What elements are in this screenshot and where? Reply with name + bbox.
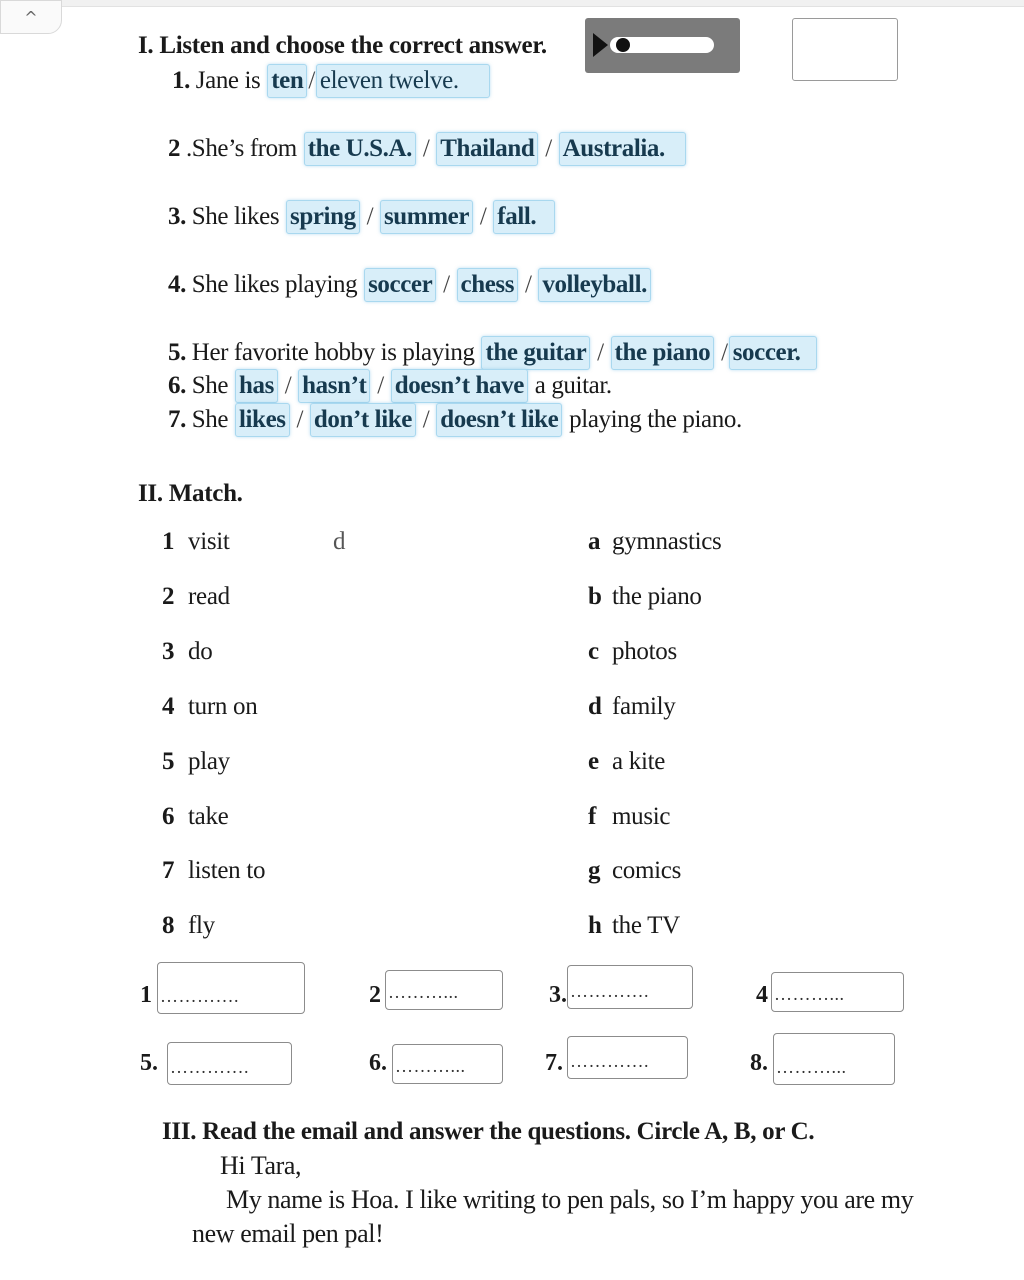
match-right-a — [588, 528, 722, 556]
q7-option-c[interactable]: doesn’t like — [436, 403, 562, 437]
q6-prompt: She — [185, 372, 234, 399]
match-number: 7 — [162, 857, 175, 884]
match-letter: d — [588, 693, 602, 720]
match-left-4 — [162, 693, 257, 721]
answer-box-1[interactable]: …………. — [157, 962, 305, 1014]
q1-number: 1. — [172, 67, 190, 94]
separator: / — [715, 339, 728, 366]
q3-number: 3. — [168, 203, 186, 230]
answer-label-3: 3. — [549, 982, 567, 1008]
answer-input-box[interactable] — [792, 18, 898, 81]
answer-box-5[interactable]: …………. — [167, 1042, 292, 1085]
answer-label-8: 8. — [750, 1050, 768, 1076]
match-phrase: music — [612, 803, 671, 830]
separator: / — [417, 135, 436, 162]
q5-option-b[interactable]: the piano — [611, 336, 715, 370]
match-right-f — [588, 803, 670, 831]
match-right-b — [588, 583, 702, 611]
q6-option-c[interactable]: doesn’t have — [391, 369, 528, 403]
match-left-5 — [162, 748, 230, 776]
separator: / — [519, 271, 538, 298]
q7-prompt: She — [185, 406, 234, 433]
q4-prompt: She likes playing — [185, 271, 364, 298]
q5-prompt: Her favorite hobby is playing — [185, 339, 481, 366]
play-icon[interactable] — [593, 33, 608, 57]
answer-label-2: 2 — [369, 982, 381, 1008]
match-right-c — [588, 638, 677, 666]
match-left-3 — [162, 638, 212, 666]
match-left-8 — [162, 912, 215, 940]
q7-option-b[interactable]: don’t like — [310, 403, 416, 437]
match-letter: g — [588, 857, 601, 884]
q1-option-b[interactable]: eleven twelve. — [316, 64, 490, 98]
top-border — [0, 0, 1024, 7]
match-verb: fly — [188, 912, 215, 939]
match-number: 6 — [162, 803, 175, 830]
match-number: 4 — [162, 693, 175, 720]
answer-label-4: 4 — [756, 982, 768, 1008]
match-verb: listen to — [188, 857, 266, 884]
separator: / — [437, 271, 456, 298]
match-letter: e — [588, 748, 599, 775]
q2-option-b[interactable]: Thailand — [436, 132, 538, 166]
separator: / — [290, 406, 309, 433]
question-3 — [168, 200, 556, 234]
match-phrase: gymnastics — [612, 528, 722, 555]
q5-number: 5. — [168, 339, 186, 366]
handwritten-answer: d — [333, 528, 346, 555]
match-right-d — [588, 693, 675, 721]
match-left-1 — [162, 528, 230, 556]
match-left-2 — [162, 583, 230, 611]
q5-option-a[interactable]: the guitar — [481, 336, 590, 370]
match-left-6 — [162, 803, 228, 831]
answer-label-5: 5. — [140, 1050, 158, 1076]
match-verb: play — [188, 748, 230, 775]
match-letter: h — [588, 912, 602, 939]
q6-number: 6. — [168, 372, 186, 399]
q7-option-a[interactable]: likes — [235, 403, 290, 437]
q6-suffix: a guitar. — [528, 372, 612, 399]
q7-number: 7. — [168, 406, 186, 433]
match-number: 3 — [162, 638, 175, 665]
part2-title: II. Match. — [138, 480, 243, 507]
match-verb: read — [188, 583, 230, 610]
answer-label-6: 6. — [369, 1050, 387, 1076]
q3-option-b[interactable]: summer — [380, 200, 473, 234]
match-phrase: the TV — [612, 912, 680, 939]
q2-option-c[interactable]: Australia. — [559, 132, 686, 166]
match-left-7 — [162, 857, 265, 885]
q5-option-c[interactable]: soccer. — [729, 336, 818, 370]
q4-option-b[interactable]: chess — [457, 268, 519, 302]
question-1 — [172, 64, 491, 98]
answer-box-4[interactable]: ………... — [771, 972, 904, 1012]
separator: / — [591, 339, 610, 366]
question-4 — [168, 268, 652, 302]
audio-progress-thumb[interactable] — [616, 38, 630, 52]
q7-suffix: playing the piano. — [563, 406, 742, 433]
question-2 — [168, 132, 687, 166]
match-phrase: the piano — [612, 583, 702, 610]
q2-number: 2 — [168, 135, 181, 162]
collapse-chevron-icon[interactable]: ^ — [0, 0, 62, 34]
answer-label-7: 7. — [545, 1050, 563, 1076]
answer-box-3[interactable]: …………. — [567, 965, 693, 1009]
q6-option-a[interactable]: has — [235, 369, 278, 403]
separator: / — [308, 67, 315, 94]
match-right-e — [588, 748, 665, 776]
question-6 — [168, 369, 612, 403]
q2-option-a[interactable]: the U.S.A. — [304, 132, 416, 166]
answer-box-8[interactable]: ………... — [773, 1033, 895, 1085]
email-greeting: Hi Tara, — [220, 1151, 302, 1180]
q1-option-a[interactable]: ten — [267, 64, 307, 98]
separator: / — [371, 372, 390, 399]
q1-prompt: Jane is — [189, 67, 267, 94]
match-right-h — [588, 912, 680, 940]
separator: / — [539, 135, 558, 162]
match-number: 2 — [162, 583, 175, 610]
match-number: 1 — [162, 528, 175, 555]
answer-box-7[interactable]: …………. — [567, 1036, 688, 1079]
q2-prompt: .She’s from — [180, 135, 303, 162]
match-right-g — [588, 857, 681, 885]
match-phrase: comics — [612, 857, 682, 884]
q3-option-c[interactable]: fall. — [493, 200, 555, 234]
match-phrase: photos — [612, 638, 677, 665]
q4-option-a[interactable]: soccer — [364, 268, 436, 302]
separator: / — [416, 406, 436, 433]
answer-box-6[interactable]: ………... — [392, 1044, 503, 1084]
q3-prompt: She likes — [185, 203, 286, 230]
question-5 — [168, 336, 818, 370]
question-7 — [168, 403, 742, 437]
match-number: 8 — [162, 912, 175, 939]
q3-option-a[interactable]: spring — [286, 200, 360, 234]
match-verb: visit — [188, 528, 230, 555]
match-phrase: a kite — [612, 748, 666, 775]
email-line-2: new email pen pal! — [192, 1219, 384, 1248]
match-letter: a — [588, 528, 601, 555]
match-letter: b — [588, 583, 602, 610]
match-letter: f — [588, 803, 597, 830]
match-phrase: family — [612, 693, 676, 720]
answer-label-1: 1 — [140, 982, 152, 1008]
audio-player[interactable] — [585, 18, 740, 73]
answer-box-2[interactable]: ………... — [385, 970, 503, 1010]
match-letter: c — [588, 638, 599, 665]
match-verb: turn on — [188, 693, 258, 720]
q6-option-b[interactable]: hasn’t — [298, 369, 370, 403]
q4-number: 4. — [168, 271, 186, 298]
email-line-1: My name is Hoa. I like writing to pen pals, so I’m happy you are my — [226, 1185, 914, 1214]
q4-option-c[interactable]: volleyball. — [538, 268, 651, 302]
separator: / — [278, 372, 298, 399]
match-verb: do — [188, 638, 213, 665]
part3-title: III. Read the email and answer the questions. Circle A, B, or C. — [162, 1118, 815, 1145]
separator: / — [360, 203, 379, 230]
match-number: 5 — [162, 748, 175, 775]
match-verb: take — [188, 803, 229, 830]
separator: / — [474, 203, 493, 230]
part1-title: I. Listen and choose the correct answer. — [138, 32, 547, 59]
